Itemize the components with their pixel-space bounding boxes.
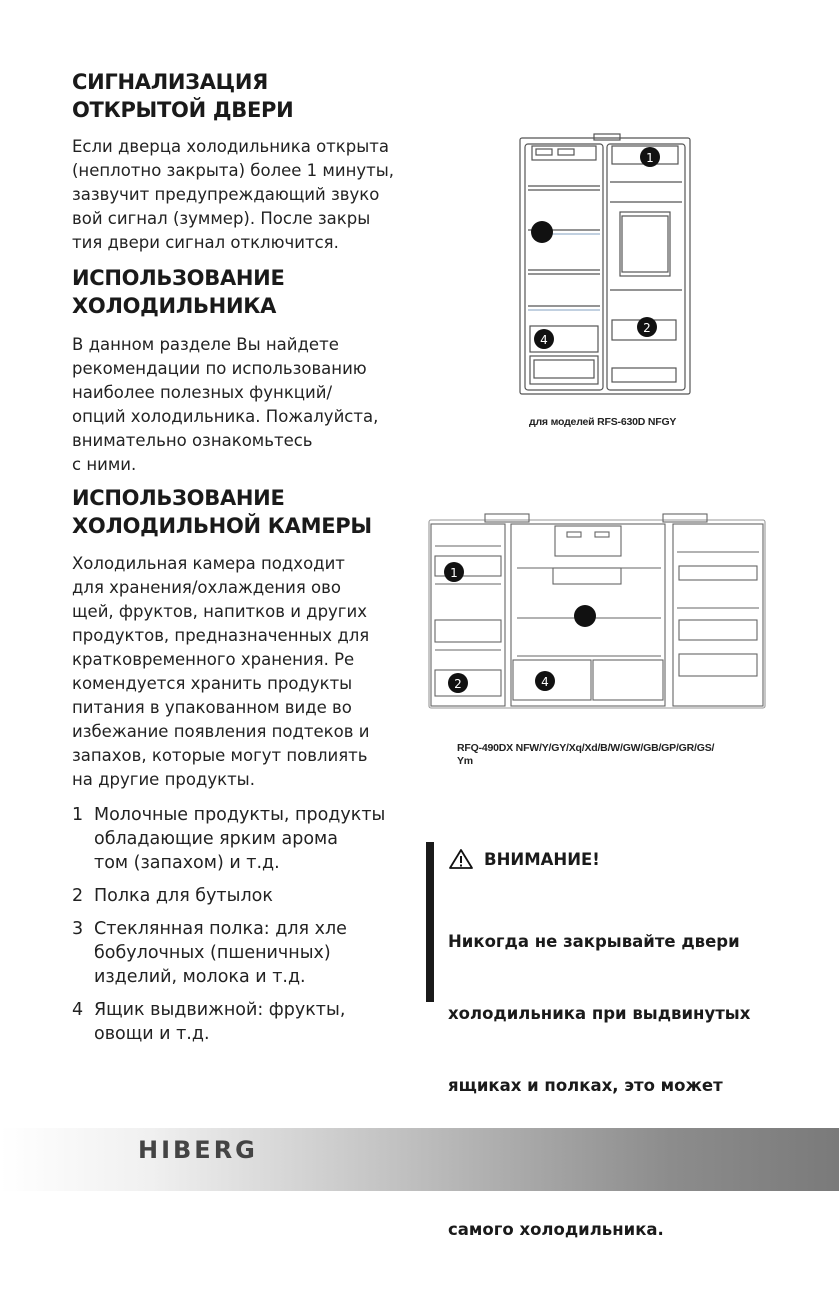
text-line: вой сигнал (зуммер). После закры [72, 209, 371, 228]
marker-label: 4 [540, 333, 548, 347]
list-item [72, 998, 432, 1046]
figure2-caption-line: RFQ-490DX NFW/Y/GY/Xq/Xd/B/W/GW/GB/GP/GR/GS/ [457, 742, 715, 754]
list-text-line: Молочные продукты, продукты [94, 805, 386, 825]
marker-4 [535, 671, 555, 691]
list-text-line: обладающие ярким арома [94, 829, 338, 849]
marker-label: 1 [450, 566, 458, 580]
text-line: зазвучит предупреждающий звуко [72, 185, 380, 204]
text-line: для хранения/охлаждения ово [72, 578, 341, 597]
text-line: наиболее полезных функций/ [72, 383, 333, 402]
warning-triangle-icon [448, 848, 474, 870]
alarm-section [72, 68, 432, 255]
text-line: Если дверца холодильника открыта [72, 137, 389, 156]
marker-1 [640, 147, 660, 167]
text-line: на другие продукты. [72, 770, 255, 789]
fridge-chamber-heading [72, 484, 432, 540]
usage-heading-line-2: ХОЛОДИЛЬНИКА [72, 294, 277, 318]
warning-text [448, 882, 798, 1290]
text-line: тия двери сигнал отключится. [72, 233, 339, 252]
text-line: продуктов, предназначенных для [72, 626, 370, 645]
list-number: 2 [72, 886, 84, 906]
list-text-line: Полка для бутылок [94, 886, 273, 906]
list-item [72, 884, 432, 908]
list-text-line: Ящик выдвижной: фрукты, [94, 1000, 346, 1020]
list-item [72, 917, 432, 989]
storage-list [72, 803, 432, 1046]
text-line: В данном разделе Вы найдете [72, 335, 339, 354]
alarm-heading-line-2: ОТКРЫТОЙ ДВЕРИ [72, 98, 294, 122]
warning-box [426, 842, 798, 1239]
alarm-heading [72, 68, 432, 124]
marker-2 [637, 317, 657, 337]
fridge-diagram-rfs630d [512, 130, 698, 400]
text-line: опций холодильника. Пожалуйста, [72, 407, 379, 426]
list-number: 1 [72, 805, 84, 825]
brand-logo: HIBERG [138, 1136, 258, 1164]
fridge-chamber-text [72, 552, 432, 792]
warning-text-line: ящиках и полках, это может [448, 1076, 723, 1095]
text-line: питания в упакованном виде во [72, 698, 352, 717]
marker-label: 4 [541, 675, 549, 689]
alarm-text [72, 135, 432, 255]
warning-text-line: холодильника при выдвинутых [448, 1004, 751, 1023]
usage-heading-line-1: ИСПОЛЬЗОВАНИЕ [72, 266, 285, 290]
text-line: (неплотно закрыта) более 1 минуты, [72, 161, 395, 180]
marker-3 [531, 221, 553, 243]
alarm-heading-line-1: СИГНАЛИЗАЦИЯ [72, 70, 269, 94]
usage-text [72, 333, 432, 477]
text-line: комендуется хранить продукты [72, 674, 353, 693]
list-number: 4 [72, 1000, 84, 1020]
figure2-caption [457, 742, 714, 768]
text-line: избежание появления подтеков и [72, 722, 370, 741]
fridge-chamber-heading-line-1: ИСПОЛЬЗОВАНИЕ [72, 486, 285, 510]
text-line: кратковременного хранения. Ре [72, 650, 355, 669]
list-text-line: изделий, молока и т.д. [94, 967, 306, 987]
marker-2 [448, 673, 468, 693]
list-item [72, 803, 432, 875]
marker-1 [444, 562, 464, 582]
marker-label: 1 [646, 151, 654, 165]
warning-text-line: Никогда не закрывайте двери [448, 932, 740, 951]
marker-3 [574, 605, 596, 627]
warning-text-line: самого холодильника. [448, 1220, 664, 1239]
fridge-diagram-rfq490dx [427, 512, 769, 712]
marker-label: 2 [643, 321, 651, 335]
figure1-caption: для моделей RFS-630D NFGY [529, 416, 677, 428]
warning-title-text: ВНИМАНИЕ! [484, 849, 600, 869]
text-line: внимательно ознакомьтесь [72, 431, 313, 450]
text-line: с ними. [72, 455, 137, 474]
text-line: запахов, которые могут повлиять [72, 746, 368, 765]
warning-title [448, 848, 798, 870]
list-text-line: овощи и т.д. [94, 1024, 210, 1044]
list-text-line: том (запахом) и т.д. [94, 853, 280, 873]
usage-section [72, 264, 432, 477]
marker-4 [534, 329, 554, 349]
list-text-line: бобулочных (пшеничных) [94, 943, 331, 963]
figure2-caption-line: Ym [457, 755, 473, 767]
text-line: Холодильная камера подходит [72, 554, 345, 573]
fridge-chamber-heading-line-2: ХОЛОДИЛЬНОЙ КАМЕРЫ [72, 514, 372, 538]
footer-bar [0, 1128, 839, 1191]
list-number: 3 [72, 919, 84, 939]
marker-label: 2 [454, 677, 462, 691]
text-line: щей, фруктов, напитков и других [72, 602, 367, 621]
fridge-chamber-section [72, 484, 432, 792]
text-line: рекомендации по использованию [72, 359, 367, 378]
list-text-line: Стеклянная полка: для хле [94, 919, 347, 939]
usage-heading [72, 264, 432, 320]
